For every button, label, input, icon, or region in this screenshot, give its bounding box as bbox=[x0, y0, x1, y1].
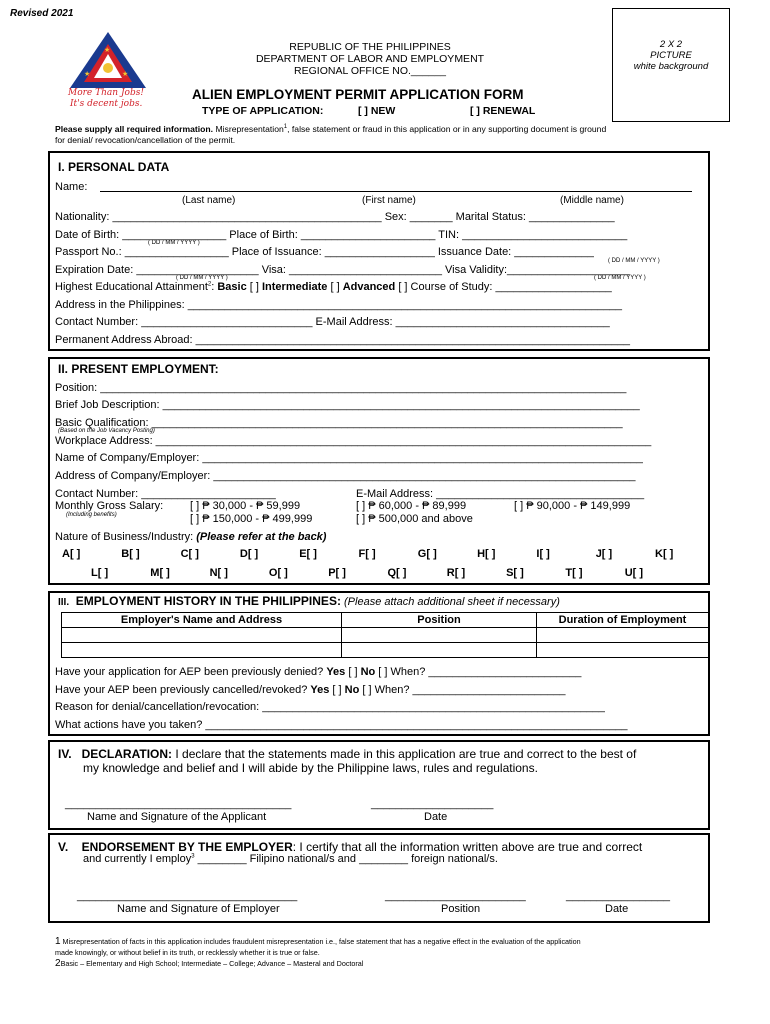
type-label: TYPE OF APPLICATION: bbox=[202, 105, 324, 117]
qualification-note: (Based on the Job Vacancy Posting) bbox=[58, 428, 155, 434]
first-name-caption: (First name) bbox=[362, 195, 416, 206]
name-label: Name: bbox=[55, 181, 88, 193]
header-line-1: REPUBLIC OF THE PHILIPPINES bbox=[289, 41, 451, 53]
actions-row[interactable]: What actions have you taken? _____________________________________________________________________ bbox=[55, 719, 628, 731]
denied-yes: Yes bbox=[326, 666, 346, 678]
industry-option-p[interactable]: P[ ] bbox=[328, 567, 346, 579]
picture-size: 2 X 2 bbox=[659, 39, 683, 50]
expiration-format: ( DD / MM / YYYY ) bbox=[176, 275, 228, 281]
present-title: II. PRESENT EMPLOYMENT: bbox=[58, 362, 219, 376]
logo-script-2: It's decent jobs. bbox=[70, 99, 143, 109]
industry-option-d[interactable]: D[ ] bbox=[239, 548, 259, 560]
renewal-checkbox[interactable]: [ ] RENEWAL bbox=[470, 105, 536, 117]
denied-yes-box: [ ] bbox=[345, 666, 361, 678]
endorsement-text-1: : I certify that all the information written above are true and correct bbox=[292, 840, 643, 854]
industry-option-r[interactable]: R[ ] bbox=[446, 567, 466, 579]
education-intermediate-box: [ ] bbox=[327, 281, 343, 293]
company-address-row[interactable]: Address of Company/Employer: _____________________________________________________________________ bbox=[55, 470, 636, 482]
notice-line-1 bbox=[55, 124, 606, 134]
footnote-2-text: Basic – Elementary and High School; Intermediate – College; Advance – Masteral and Doctoral bbox=[60, 959, 364, 968]
industry-option-f[interactable]: F[ ] bbox=[358, 548, 376, 560]
expiration-row[interactable]: Expiration Date: ____________________ Visa: _________________________ Visa Validity:____________________ bbox=[55, 264, 630, 276]
applicant-date-line[interactable]: ____________________ bbox=[371, 798, 494, 810]
picture-label: PICTURE bbox=[650, 50, 692, 61]
svg-text:★: ★ bbox=[104, 47, 111, 54]
header-block bbox=[220, 41, 520, 77]
notice-line-2: for denial/ revocation/cancellation of the permit. bbox=[55, 135, 236, 145]
notice-sup: 1 bbox=[283, 124, 288, 131]
nature-label: Nature of Business/Industry: bbox=[55, 531, 197, 543]
endorsement-employ: and currently I employ bbox=[83, 853, 192, 865]
employer-date-line[interactable]: _________________ bbox=[566, 890, 671, 902]
cancelled-no: No bbox=[344, 684, 360, 696]
employer-date-caption: Date bbox=[605, 903, 629, 915]
salary-option-2[interactable]: [ ] ₱ 60,000 - ₱ 89,999 bbox=[356, 500, 467, 512]
employer-position-caption: Position bbox=[441, 903, 481, 915]
last-name-caption: (Last name) bbox=[182, 195, 236, 206]
employment-history-table bbox=[61, 612, 709, 658]
col-position: Position bbox=[342, 613, 537, 628]
notice-text: Misrepresentation bbox=[213, 124, 284, 134]
history-title: EMPLOYMENT HISTORY IN THE PHILIPPINES: bbox=[75, 594, 341, 608]
denied-when: [ ] When? _________________________ bbox=[375, 666, 582, 678]
endorsement-num: V. bbox=[58, 840, 69, 854]
col-duration: Duration of Employment bbox=[537, 613, 709, 628]
industry-option-q[interactable]: Q[ ] bbox=[387, 567, 407, 579]
svg-text:★: ★ bbox=[122, 71, 129, 78]
position-row[interactable]: Position: ______________________________________________________________________________________ bbox=[55, 382, 627, 394]
education-row[interactable] bbox=[55, 281, 612, 293]
endorsement-line-2 bbox=[83, 853, 498, 865]
denied-no: No bbox=[360, 666, 376, 678]
industry-option-u[interactable]: U[ ] bbox=[624, 567, 644, 579]
cancelled-yes: Yes bbox=[310, 684, 330, 696]
history-num: III. bbox=[58, 597, 70, 608]
company-row[interactable]: Name of Company/Employer: ________________________________________________________________________ bbox=[55, 452, 643, 464]
nature-row bbox=[55, 531, 326, 543]
education-label: Highest Educational Attainment bbox=[55, 281, 208, 293]
header-line-3: REGIONAL OFFICE NO.______ bbox=[294, 65, 446, 77]
industry-option-a[interactable]: A[ ] bbox=[62, 548, 81, 560]
job-description-row[interactable]: Brief Job Description: ______________________________________________________________________________ bbox=[55, 399, 640, 411]
education-advanced: Advanced bbox=[342, 281, 396, 293]
industry-option-h[interactable]: H[ ] bbox=[477, 548, 496, 560]
picture-box[interactable] bbox=[612, 8, 730, 122]
new-checkbox[interactable]: [ ] NEW bbox=[358, 105, 396, 117]
dob-row[interactable]: Date of Birth: _________________ Place of Birth: ______________________ TIN: ___________________________ bbox=[55, 229, 628, 241]
passport-row[interactable]: Passport No.: _________________ Place of Issuance: __________________ Issuance Date: _____________ bbox=[55, 246, 594, 258]
notice-text-2: , false statement or fraud in this application or in any supporting document is ground bbox=[287, 124, 607, 134]
notice-bold: Please supply all required information. bbox=[55, 124, 214, 134]
employer-contact[interactable]: Contact Number: ______________________ bbox=[55, 488, 276, 500]
endorsement-line-1 bbox=[58, 840, 642, 854]
employer-signature-line[interactable]: ____________________________________ bbox=[77, 890, 298, 902]
salary-note: (Including benefits) bbox=[66, 512, 117, 518]
salary-label: Monthly Gross Salary: bbox=[55, 500, 164, 512]
industry-option-o[interactable]: O[ ] bbox=[268, 567, 288, 579]
footnote-1-text: Misrepresentation of facts in this application includes fraudulent misrepresentation i.e., false statement that has a negative effect in the evaluation of the application bbox=[60, 937, 581, 946]
reason-row[interactable]: Reason for denial/cancellation/revocation: ________________________________________________________ bbox=[55, 701, 605, 713]
industry-option-l[interactable]: L[ ] bbox=[91, 567, 109, 579]
address-row[interactable]: Address in the Philippines: _______________________________________________________________________ bbox=[55, 299, 623, 311]
employer-signature-caption: Name and Signature of Employer bbox=[117, 903, 280, 915]
form-title: ALIEN EMPLOYMENT PERMIT APPLICATION FORM bbox=[192, 87, 524, 102]
cancelled-row[interactable] bbox=[55, 684, 565, 696]
header-line-2: DEPARTMENT OF LABOR AND EMPLOYMENT bbox=[255, 53, 485, 65]
industry-option-b[interactable]: B[ ] bbox=[121, 548, 140, 560]
industry-option-n[interactable]: N[ ] bbox=[209, 567, 228, 579]
industry-option-k[interactable]: K[ ] bbox=[655, 548, 674, 560]
endorsement-counts: ________ Filipino national/s and ________ foreign national/s. bbox=[194, 853, 498, 865]
svg-text:★: ★ bbox=[84, 71, 91, 78]
logo-script-1: More Than Jobs! bbox=[68, 88, 144, 98]
industry-option-t[interactable]: T[ ] bbox=[565, 567, 583, 579]
declaration-text-1: I declare that the statements made in this application are true and correct to the best of bbox=[172, 747, 637, 761]
industry-option-j[interactable]: J[ ] bbox=[595, 548, 613, 560]
education-colon: : bbox=[211, 281, 218, 293]
footnote-1-cont: made knowingly, or without belief in its truth, or recklessly whether it is true or false. bbox=[55, 948, 320, 957]
workplace-row[interactable]: Workplace Address: _________________________________________________________________________________ bbox=[55, 435, 652, 447]
col-employer: Employer's Name and Address bbox=[62, 613, 342, 628]
endorsement-sup: 3 bbox=[191, 853, 195, 860]
qualification-row[interactable]: Basic Qualification: _____________________________________________________________________________ bbox=[55, 417, 623, 429]
applicant-signature-line[interactable]: _____________________________________ bbox=[65, 798, 292, 810]
name-field[interactable] bbox=[100, 181, 692, 192]
industry-option-e[interactable]: E[ ] bbox=[299, 548, 317, 560]
table-header-row bbox=[62, 613, 709, 628]
dole-logo bbox=[66, 30, 150, 110]
industry-option-m[interactable]: M[ ] bbox=[150, 567, 170, 579]
salary-option-1[interactable]: [ ] ₱ 30,000 - ₱ 59,999 bbox=[190, 500, 301, 512]
declaration-line-2: my knowledge and belief and I will abide by the Philippine laws, rules and regulations. bbox=[83, 761, 538, 775]
employer-email[interactable]: E-Mail Address: __________________________________ bbox=[356, 488, 645, 500]
picture-background: white background bbox=[633, 61, 709, 72]
industry-option-s[interactable]: S[ ] bbox=[506, 567, 524, 579]
validity-format: ( DD / MM / YYYY ) bbox=[594, 275, 646, 281]
footnote-1 bbox=[55, 937, 581, 947]
denied-question: Have your application for AEP been previously denied? bbox=[55, 666, 327, 678]
salary-option-5[interactable]: [ ] ₱ 500,000 and above bbox=[356, 513, 473, 525]
industry-option-g[interactable]: G[ ] bbox=[417, 548, 437, 560]
history-heading bbox=[58, 594, 560, 608]
nationality-row[interactable]: Nationality: ____________________________________________ Sex: _______ Marital Status: ______________ bbox=[55, 211, 615, 223]
employer-position-line[interactable]: _______________________ bbox=[385, 890, 526, 902]
declaration-line-1 bbox=[58, 747, 636, 761]
dob-format: ( DD / MM / YYYY ) bbox=[148, 240, 200, 246]
table-row[interactable] bbox=[62, 643, 709, 658]
dole-logo-icon bbox=[66, 30, 150, 90]
applicant-signature-caption: Name and Signature of the Applicant bbox=[87, 811, 267, 823]
applicant-date-caption: Date bbox=[424, 811, 448, 823]
endorsement-head: ENDORSEMENT BY THE EMPLOYER bbox=[81, 840, 293, 854]
education-basic-box: [ ] bbox=[246, 281, 262, 293]
declaration-num: IV. bbox=[58, 747, 72, 761]
education-intermediate: Intermediate bbox=[261, 281, 328, 293]
permanent-address-row[interactable]: Permanent Address Abroad: _______________________________________________________________________ bbox=[55, 334, 630, 346]
salary-option-4[interactable]: [ ] ₱ 150,000 - ₱ 499,999 bbox=[190, 513, 313, 525]
history-note: (Please attach additional sheet if necessary) bbox=[340, 596, 560, 608]
revised-label: Revised 2021 bbox=[10, 8, 74, 19]
footnote-2-num: 2 bbox=[55, 958, 61, 969]
table-row[interactable] bbox=[62, 628, 709, 643]
personal-title: I. PERSONAL DATA bbox=[58, 160, 170, 174]
declaration-head: DECLARATION: bbox=[81, 747, 173, 761]
cancelled-when: [ ] When? _________________________ bbox=[359, 684, 566, 696]
denied-row[interactable] bbox=[55, 666, 581, 678]
industry-option-c[interactable]: C[ ] bbox=[180, 548, 199, 560]
education-basic: Basic bbox=[217, 281, 247, 293]
salary-option-3[interactable]: [ ] ₱ 90,000 - ₱ 149,999 bbox=[514, 500, 631, 512]
contact-row[interactable]: Contact Number: ____________________________ E-Mail Address: ___________________________________ bbox=[55, 316, 610, 328]
cancelled-yes-box: [ ] bbox=[329, 684, 345, 696]
footnote-2 bbox=[55, 959, 363, 969]
industry-option-i[interactable]: I[ ] bbox=[536, 548, 550, 560]
middle-name-caption: (Middle name) bbox=[560, 195, 624, 206]
issuance-format: ( DD / MM / YYYY ) bbox=[608, 258, 660, 264]
education-course: [ ] Course of Study: ___________________ bbox=[395, 281, 612, 293]
nature-note: (Please refer at the back) bbox=[196, 531, 327, 543]
cancelled-question: Have your AEP been previously cancelled/revoked? bbox=[55, 684, 311, 696]
education-sup: 2 bbox=[207, 281, 212, 288]
footnote-1-num: 1 bbox=[55, 936, 61, 947]
